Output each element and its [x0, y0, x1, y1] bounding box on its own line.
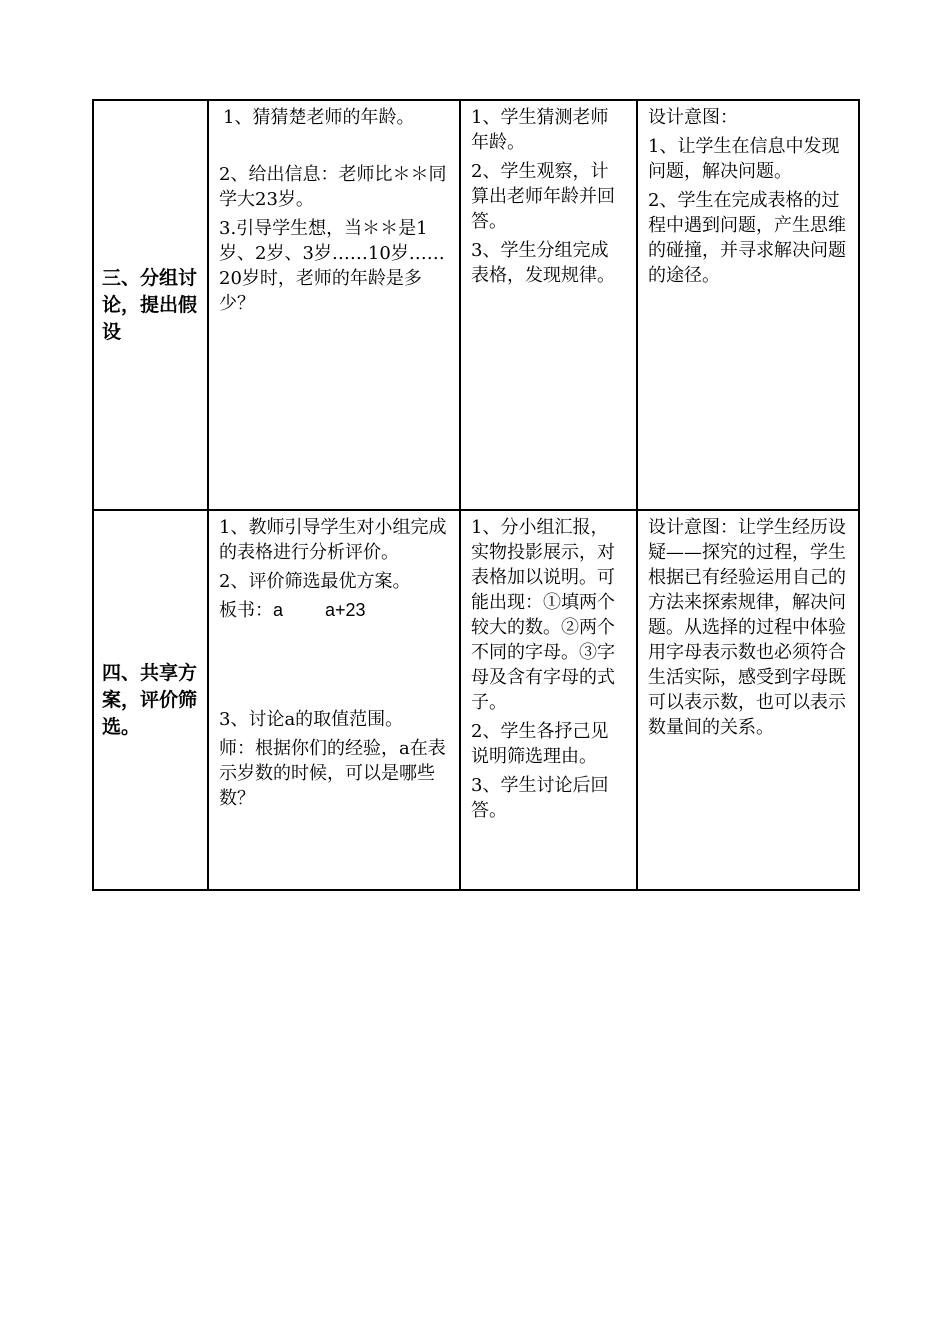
- teacher-activity-cell: [208, 100, 460, 510]
- stage-title: 三、分组讨论，提出假设: [102, 266, 198, 343]
- teacher-activity-text: 3.引导学生想，当＊＊是1岁、2岁、3岁……10岁……20岁时，老师的年龄是多少？: [219, 218, 445, 314]
- design-intent-text: 1、让学生在信息中发现问题，解决问题。: [648, 136, 840, 182]
- board-writing: [219, 598, 449, 623]
- student-activity-text: 3、学生分组完成表格，发现规律。: [471, 240, 615, 286]
- student-activity-text: 1、学生猜测老师年龄。: [471, 107, 609, 153]
- teacher-activity-text: 师：根据你们的经验，a在表示岁数的时候，可以是哪些数？: [219, 738, 446, 809]
- teacher-activity-text: 3、讨论a的取值范围。: [219, 709, 404, 730]
- student-activity-cell: [460, 100, 637, 510]
- design-intent-cell: [637, 100, 859, 510]
- table-row: [93, 100, 859, 510]
- stage-cell: [93, 100, 208, 510]
- teacher-activity-text: 2、给出信息：老师比＊＊同学大23岁。: [219, 164, 447, 210]
- lesson-plan-table: [92, 99, 860, 891]
- student-activity-text: 3、学生讨论后回答。: [471, 775, 609, 821]
- design-intent-text: 2、学生在完成表格的过程中遇到问题，产生思维的碰撞，并寻求解决问题的途径。: [648, 190, 846, 286]
- student-activity-text: 2、学生各抒己见说明筛选理由。: [471, 721, 609, 767]
- teacher-activity-text: 1、教师引导学生对小组完成的表格进行分析评价。: [219, 517, 447, 563]
- teacher-activity-text: 1、猜猜楚老师的年龄。: [223, 107, 415, 128]
- student-activity-text: 2、学生观察，计算出老师年龄并回答。: [471, 161, 615, 232]
- stage-title: 四、共享方案，评价筛选。: [102, 661, 198, 738]
- teacher-activity-cell: [208, 510, 460, 890]
- student-activity-cell: [460, 510, 637, 890]
- design-intent-text: 设计意图：: [648, 107, 738, 128]
- design-intent-text: 设计意图：让学生经历设疑——探究的过程，学生根据已有经验运用自己的方法来探索规律，解决问题。从选择的过程中体验用字母表示数也必须符合生活实际，感受到字母既可以表示数，也可以表示数量间的关系。: [648, 517, 846, 738]
- teacher-activity-text: 2、评价筛选最优方案。: [219, 571, 411, 592]
- table-row: [93, 510, 859, 890]
- stage-cell: [93, 510, 208, 890]
- board-label: 板书：a: [219, 600, 284, 620]
- student-activity-text: 1、分小组汇报，实物投影展示，对表格加以说明。可能出现：①填两个较大的数。②两个不同的字母。③字母及含有字母的式子。: [471, 517, 615, 713]
- board-expression: a+23: [325, 600, 366, 620]
- design-intent-cell: [637, 510, 859, 890]
